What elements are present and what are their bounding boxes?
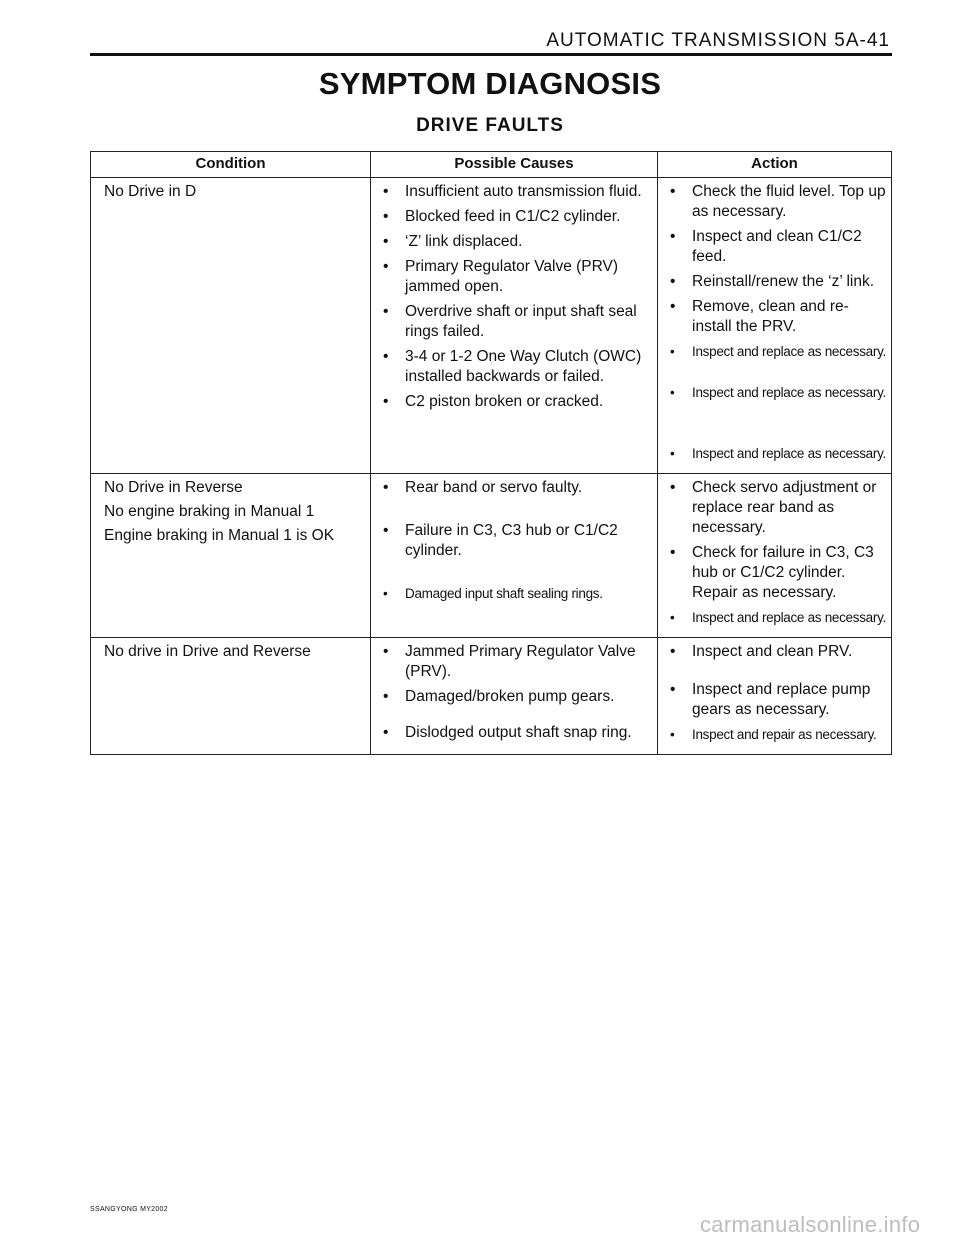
bullet-icon: • [383, 479, 389, 496]
action-item: • Inspect and replace as necessary. [670, 383, 887, 403]
bullet-icon: • [670, 228, 676, 245]
cause-item: • C2 piston broken or cracked. [383, 393, 604, 410]
cause-item: • Insufficient auto transmission fluid. [383, 183, 642, 200]
condition-cell [91, 178, 371, 474]
bullet-icon: • [383, 233, 389, 250]
causes-cell [371, 178, 658, 474]
bullet-icon: • [670, 385, 675, 400]
table-header-row [91, 152, 892, 178]
table-row [91, 638, 892, 755]
condition-text: Engine braking in Manual 1 is OK [104, 527, 335, 544]
column-header-possible-causes: Possible Causes [371, 152, 658, 178]
cause-item: • Blocked feed in C1/C2 cylinder. [383, 208, 621, 225]
action-item: • Check servo adjustment or replace rear band as necessary. [670, 479, 877, 536]
page-title: SYMPTOM DIAGNOSIS [318, 66, 662, 101]
cause-item: • Jammed Primary Regulator Valve (PRV). [383, 643, 636, 680]
bullet-icon: • [383, 643, 389, 660]
condition-cell [91, 638, 371, 755]
cause-item: • Damaged input shaft sealing rings. [383, 584, 653, 604]
bullet-icon: • [670, 298, 676, 315]
bullet-icon: • [383, 586, 388, 601]
cause-item: • Failure in C3, C3 hub or C1/C2 cylinder. [383, 522, 618, 559]
table-row [91, 178, 892, 474]
cause-item: • 3-4 or 1-2 One Way Clutch (OWC) installed backwards or failed. [383, 348, 642, 385]
bullet-icon: • [383, 303, 389, 320]
cause-item: • ‘Z’ link displaced. [383, 233, 523, 250]
cause-item: • Primary Regulator Valve (PRV) jammed open. [383, 258, 619, 295]
action-item: • Inspect and replace as necessary. [670, 444, 887, 464]
causes-cell [371, 474, 658, 638]
bullet-icon: • [383, 258, 389, 275]
actions-cell [658, 178, 892, 474]
cause-item: • Dislodged output shaft snap ring. [383, 724, 632, 741]
column-header-action: Action [658, 152, 892, 178]
bullet-icon: • [670, 446, 675, 461]
actions-cell [658, 474, 892, 638]
bullet-icon: • [670, 344, 675, 359]
action-item: • Inspect and replace pump gears as necessary. [670, 681, 871, 718]
condition-text: No Drive in D [104, 183, 197, 200]
diagnosis-table [90, 151, 892, 755]
action-item: • Reinstall/renew the ‘z’ link. [670, 273, 875, 290]
action-item: • Inspect and repair as necessary. [670, 725, 887, 745]
bullet-icon: • [670, 183, 676, 200]
action-item: • Inspect and replace as necessary. [670, 608, 887, 628]
page-footer: SSANGYONG MY2002 [90, 1206, 168, 1213]
action-item: • Check for failure in C3, C3 hub or C1/C2 cylinder. Repair as necessary. [670, 544, 874, 601]
cause-item: • Damaged/broken pump gears. [383, 688, 615, 705]
bullet-icon: • [383, 348, 389, 365]
bullet-icon: • [670, 681, 676, 698]
action-item: • Inspect and clean C1/C2 feed. [670, 228, 862, 265]
bullet-icon: • [670, 544, 676, 561]
table-row [91, 474, 892, 638]
causes-cell [371, 638, 658, 755]
cause-item: • Overdrive shaft or input shaft seal rings failed. [383, 303, 637, 340]
bullet-icon: • [670, 273, 676, 290]
bullet-icon: • [383, 522, 389, 539]
bullet-icon: • [383, 724, 389, 741]
bullet-icon: • [670, 610, 675, 625]
cause-item: • Rear band or servo faulty. [383, 479, 583, 496]
bullet-icon: • [670, 479, 676, 496]
condition-text: No Drive in Reverse [104, 479, 243, 496]
running-header: AUTOMATIC TRANSMISSION 5A-41 [546, 30, 890, 51]
condition-text: No drive in Drive and Reverse [104, 643, 311, 660]
bullet-icon: • [383, 688, 389, 705]
action-item: • Check the fluid level. Top up as necessary. [670, 183, 886, 220]
bullet-icon: • [670, 727, 675, 742]
action-item: • Inspect and clean PRV. [670, 643, 853, 660]
column-header-condition: Condition [91, 152, 371, 178]
condition-cell [91, 474, 371, 638]
page-subtitle: DRIVE FAULTS [416, 115, 564, 136]
watermark: carmanualsonline.info [700, 1212, 921, 1237]
bullet-icon: • [670, 643, 676, 660]
bullet-icon: • [383, 183, 389, 200]
bullet-icon: • [383, 208, 389, 225]
action-item: • Remove, clean and re-install the PRV. [670, 298, 849, 335]
header-rule [90, 53, 892, 56]
bullet-icon: • [383, 393, 389, 410]
action-item: • Inspect and replace as necessary. [670, 342, 887, 362]
actions-cell [658, 638, 892, 755]
condition-text: No engine braking in Manual 1 [104, 503, 315, 520]
